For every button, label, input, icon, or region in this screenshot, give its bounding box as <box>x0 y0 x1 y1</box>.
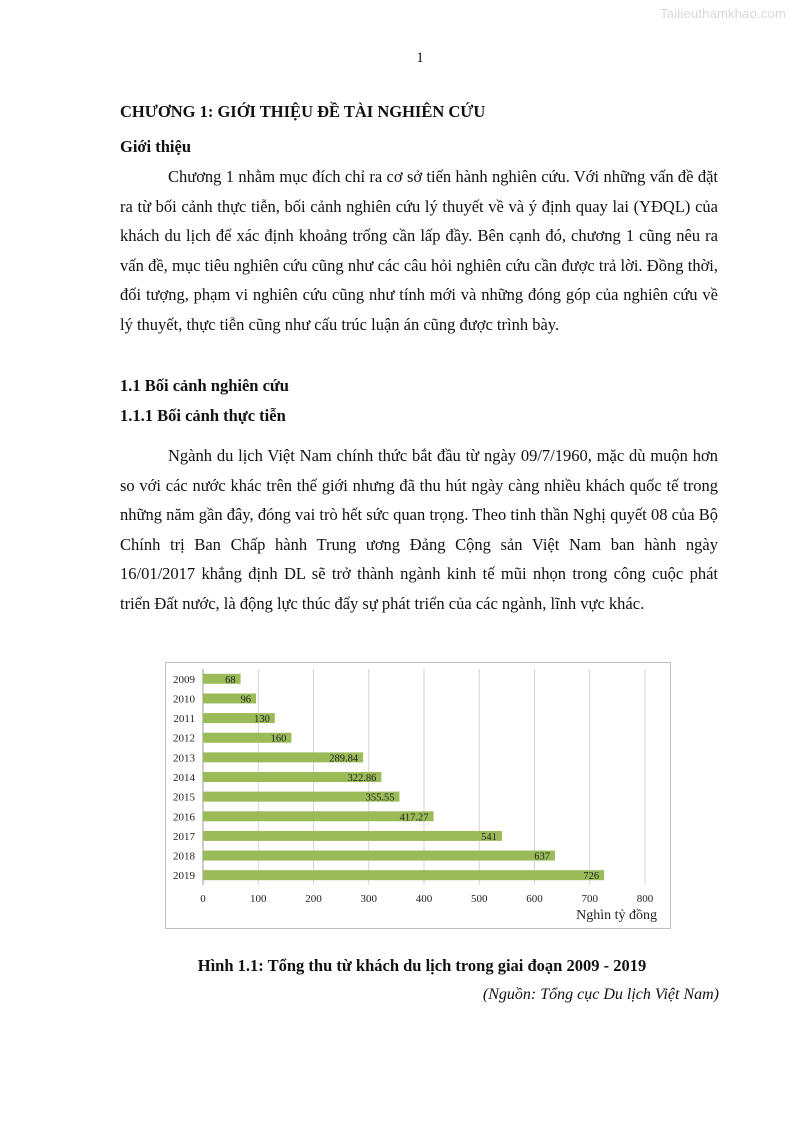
intro-section <box>120 162 718 340</box>
value-label-2019: 726 <box>583 871 600 883</box>
category-label-2009: 2009 <box>173 673 195 686</box>
value-label-2018: 637 <box>534 851 550 863</box>
value-label-2013: 289.84 <box>329 753 359 765</box>
value-label-2017: 541 <box>481 831 497 843</box>
practice-paragraph: Ngành du lịch Việt Nam chính thức bắt đầu từ ngày 09/7/1960, mặc dù muộn hơn so với các nước khác trên thế giới nhưng đã thu hút ngày càng nhiều khách quốc tế trong những năm gần đây, đóng vai trò hết sức quan trọng. Theo tinh thần Nghị quyết 08 của Bộ Chính trị Ban Chấp hành Trung ương Đảng Cộng sản Việt Nam ban hành ngày 16/01/2017 khẳng định DL sẽ trở thành ngành kinh tế mũi nhọn trong công cuộc phát triển Đất nước, là động lực thúc đẩy sự phát triển của các ngành, lĩnh vực khác. <box>120 446 718 613</box>
page-number: 1 <box>416 50 424 66</box>
x-tick-label-700: 700 <box>581 893 598 905</box>
value-label-2012: 160 <box>270 733 287 745</box>
subsection-heading: 1.1.1 Bối cảnh thực tiễn <box>120 406 286 425</box>
category-label-2015: 2015 <box>173 791 195 804</box>
intro-heading: Giới thiệu <box>120 137 192 156</box>
x-tick-label-100: 100 <box>250 893 267 905</box>
x-tick-label-300: 300 <box>360 893 377 905</box>
figure-caption: Hình 1.1: Tổng thu từ khách du lịch trong giai đoạn 2009 - 2019 <box>197 956 647 975</box>
category-label-2019: 2019 <box>173 870 195 883</box>
category-label-2017: 2017 <box>173 830 195 843</box>
x-axis-title: Nghìn tỷ đồng <box>576 908 657 923</box>
value-label-2011: 130 <box>254 714 270 726</box>
revenue-chart-svg <box>166 663 672 930</box>
revenue-chart <box>165 662 671 929</box>
category-label-2013: 2013 <box>173 752 195 765</box>
bar-2017 <box>203 831 502 841</box>
category-label-2010: 2010 <box>173 693 195 706</box>
category-label-2014: 2014 <box>173 772 195 784</box>
category-label-2012: 2012 <box>173 732 195 745</box>
value-label-2010: 96 <box>240 694 252 706</box>
practice-section <box>120 441 718 619</box>
category-label-2018: 2018 <box>173 850 195 863</box>
x-tick-label-600: 600 <box>526 893 543 905</box>
watermark: Tailieuthamkhao.com <box>660 6 786 21</box>
bar-2018 <box>203 851 555 861</box>
x-tick-label-800: 800 <box>636 893 654 905</box>
value-label-2009: 68 <box>225 674 236 686</box>
x-tick-label-0: 0 <box>200 893 206 905</box>
x-tick-label-400: 400 <box>415 893 433 905</box>
category-label-2016: 2016 <box>173 811 195 824</box>
value-label-2015: 355.55 <box>365 792 395 804</box>
section-heading: 1.1 Bối cảnh nghiên cứu <box>120 376 289 395</box>
chapter-title: CHƯƠNG 1: GIỚI THIỆU ĐỀ TÀI NGHIÊN CỨU <box>120 102 486 121</box>
category-label-2011: 2011 <box>173 713 195 726</box>
bar-2019 <box>203 870 604 883</box>
x-tick-label-500: 500 <box>471 893 488 905</box>
value-label-2014: 322.86 <box>347 773 377 784</box>
intro-paragraph: Chương 1 nhằm mục đích chỉ ra cơ sở tiến hành nghiên cứu. Với những vấn đề đặt ra từ bối cảnh thực tiễn, bối cảnh nghiên cứu lý thuyết về và ý định quay lai (YĐQL) của khách du lịch để xác định khoảng trống cần lấp đầy. Bên cạnh đó, chương 1 cũng nêu ra vấn đề, mục tiêu nghiên cứu cũng như các câu hỏi nghiên cứu cần được trả lời. Đồng thời, đối tượng, phạm vi nghiên cứu cũng như tính mới và những đóng góp của nghiên cứu về lý thuyết, thực tiễn cũng như cấu trúc luận án cũng được trình bày. <box>120 167 718 334</box>
figure-source: (Nguồn: Tổng cục Du lịch Việt Nam) <box>482 986 719 1003</box>
value-label-2016: 417.27 <box>399 812 429 824</box>
x-tick-label-200: 200 <box>305 893 322 905</box>
